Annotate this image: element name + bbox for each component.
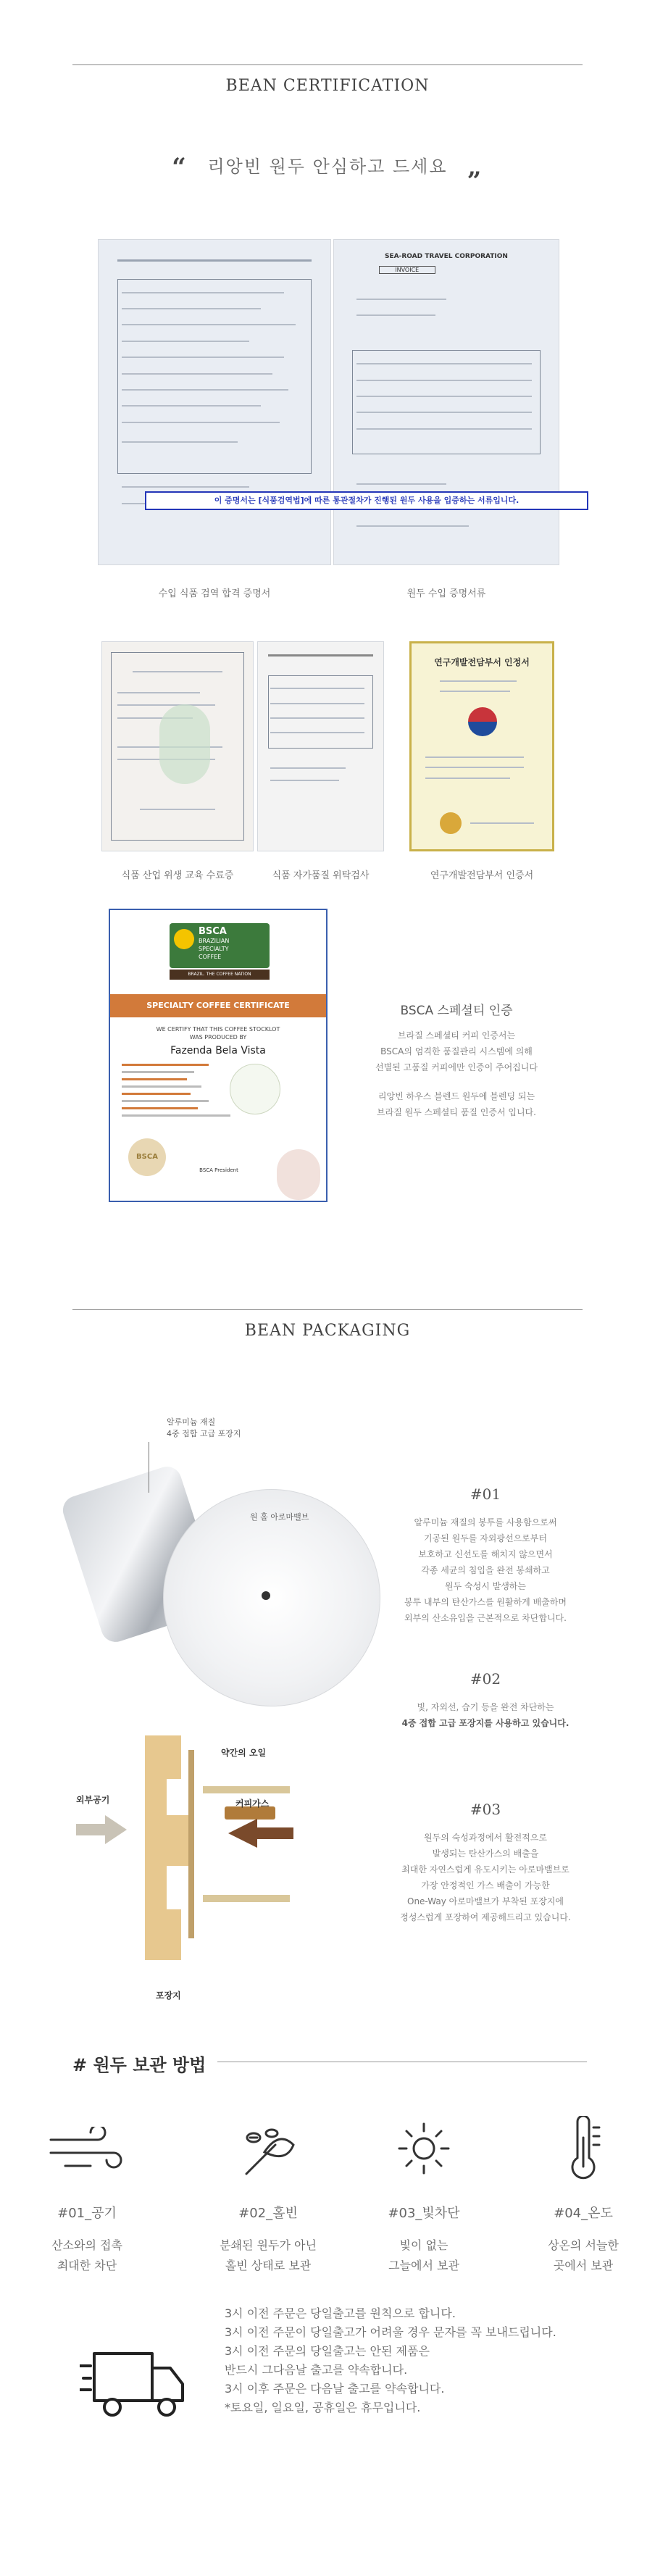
delivery-truck-icon: [80, 2348, 188, 2427]
storage-desc-light: [351, 2235, 496, 2276]
storage-desc-line: 상온의 서늘한: [548, 2238, 619, 2252]
packaging-line: 발생되는 탄산가스의 배출을: [432, 1848, 539, 1859]
storage-label-temperature: #04_온도: [554, 2206, 613, 2221]
storage-desc-line: 홀빈 상태로 보관: [225, 2259, 312, 2272]
bsca-logo-line4: COFFEE: [199, 954, 222, 960]
packaging-item-3-number: #03: [470, 1801, 501, 1818]
bsca-medal-icon: BSCA: [128, 1138, 166, 1176]
packaging-line: 원두 숙성시 발생하는: [445, 1581, 526, 1591]
cert-caption-quality: 식품 자가품질 위탁검사: [272, 870, 370, 881]
bsca-logo-line2: BRAZILIAN: [199, 938, 230, 944]
outside-air-label: 외부공기: [76, 1795, 110, 1805]
shipping-line: 3시 이전 주문은 당일출고를 원칙으로 합니다.: [225, 2306, 456, 2320]
storage-desc-line: 빛이 없는: [399, 2238, 449, 2252]
self-quality-test-image: [257, 641, 384, 851]
bsca-logo-icon: [174, 929, 194, 949]
hygiene-education-certificate-image: [101, 641, 254, 851]
quote-open-mark: “: [172, 153, 188, 182]
packaging-line: 4중 접합 고급 포장지를 사용하고 있습니다.: [401, 1718, 570, 1728]
bsca-logo-line3: SPECIALTY: [199, 946, 229, 952]
section-divider: [72, 1309, 583, 1310]
valve-hole-icon: [262, 1591, 270, 1600]
rnd-cert-title: 연구개발전담부서 인정서: [434, 657, 530, 668]
bsca-desc-line: 브라질 스페셜티 커피 인증서는: [397, 1030, 516, 1041]
rnd-department-certificate-image: [409, 641, 554, 851]
doc-highlight-note: 이 증명서는 [식품검역법]에 따른 통관절차가 진행된 원두 사용을 입증하는 서류입니다.: [145, 491, 588, 510]
bsca-desc-line: BSCA의 엄격한 품질관리 시스템에 의해: [380, 1046, 533, 1056]
bsca-president: BSCA President: [199, 1167, 238, 1173]
certification-quote: [0, 152, 655, 182]
bsca-desc-line: 리앙빈 하우스 블렌드 원두에 블렌딩 되는: [377, 1091, 535, 1101]
storage-desc-line: 분쇄된 원두가 아닌: [220, 2238, 317, 2252]
bsca-desc-line: 선별된 고품질 커피에만 인증이 주어집니다: [375, 1062, 538, 1072]
packaging-line: 기공된 원두를 자외광선으로부터: [424, 1533, 547, 1543]
shipping-line: 3시 이후 주문은 다음날 출고를 약속합니다.: [225, 2382, 445, 2396]
import-invoice-image: [333, 239, 559, 565]
packaging-line: One-Way 아로마밸브가 부착된 포장지에: [407, 1896, 564, 1906]
packaging-title: BEAN PACKAGING: [244, 1322, 411, 1340]
storage-desc-whole-bean: [196, 2235, 341, 2276]
cert-caption-hygiene: 식품 산업 위생 교육 수료증: [121, 870, 234, 881]
shipping-policy: [225, 2304, 556, 2417]
packaging-line: 정성스럽게 포장하여 제공해드리고 있습니다.: [400, 1912, 571, 1922]
wind-icon: [47, 2127, 127, 2177]
inbound-arrow-icon: [76, 1815, 127, 1844]
valve-label: 원 홀 아로마밸브: [250, 1512, 309, 1522]
quote-text: 리앙빈 원두 안심하고 드세요: [207, 157, 448, 177]
sun-icon: [395, 2119, 453, 2177]
packaging-line: 원두의 숙성과정에서 활전적으로: [424, 1833, 547, 1843]
foil-label: 알루미늄 재질 4중 접합 고급 포장지: [167, 1417, 241, 1438]
quote-close-mark: „: [467, 153, 483, 182]
bsca-banner: SPECIALTY COFFEE CERTIFICATE: [110, 994, 326, 1017]
packaging-line: 가장 안정적인 가스 배출이 가능한: [421, 1880, 550, 1891]
packaging-line: 각종 세균의 침입을 완전 봉쇄하고: [421, 1565, 550, 1575]
cert-caption-rnd: 연구개발전담부서 인증서: [430, 870, 534, 881]
doc-caption-invoice: 원두 수입 증명서류: [406, 588, 486, 599]
shipping-line: 반드시 그다음날 출고를 약속합니다.: [225, 2363, 408, 2377]
bsca-heading: BSCA 스페셜티 인증: [400, 1004, 513, 1018]
oil-label: 약간의 오일: [221, 1748, 267, 1758]
packaging-line: 봉투 내부의 탄산가스를 원활하게 배출하며: [404, 1597, 567, 1607]
storage-label-air: #01_공기: [57, 2206, 117, 2221]
shipping-line: 3시 이전 주문의 당일출고는 안된 제품은: [225, 2344, 430, 2358]
packaging-item-1-text: [370, 1514, 601, 1626]
shipping-line: 3시 이전 주문이 당일출고가 어려울 경우 문자를 꼭 보내드립니다.: [225, 2325, 556, 2339]
packaging-line: 알루미늄 재질의 봉투를 사용함으로써: [414, 1517, 557, 1527]
storage-desc-line: 곳에서 보관: [553, 2259, 614, 2272]
certification-title: BEAN CERTIFICATION: [225, 77, 430, 95]
storage-desc-air: [14, 2235, 159, 2276]
bsca-certify-line2: WAS PRODUCED BY: [189, 1034, 247, 1041]
packaging-item-2-text: [370, 1699, 601, 1731]
storage-desc-temperature: [511, 2235, 655, 2276]
section-divider: [72, 64, 583, 65]
bsca-tagline: BRAZIL. THE COFFEE NATION: [170, 970, 270, 980]
bsca-certify-line1: WE CERTIFY THAT THIS COFFEE STOCKLOT: [156, 1026, 280, 1033]
bsca-farm-name: Fazenda Bela Vista: [170, 1045, 266, 1056]
packaging-line: 외부의 산소유입을 근본적으로 차단합니다.: [404, 1613, 567, 1623]
storage-desc-line: 그늘에서 보관: [388, 2259, 459, 2272]
packaging-line: 빛, 자외선, 습기 등을 완전 차단하는: [417, 1702, 554, 1712]
storage-label-light: #03_빛차단: [388, 2206, 460, 2221]
bsca-certificate-image: [109, 909, 328, 1202]
quarantine-certificate-image: [98, 239, 331, 565]
bsca-logo: [170, 923, 270, 968]
package-label: 포장지: [156, 1991, 181, 2001]
storage-label-whole-bean: #02_홀빈: [238, 2206, 298, 2221]
doc-caption-quarantine: 수입 식품 검역 합격 증명서: [158, 588, 271, 599]
bsca-seal-icon: [230, 1064, 280, 1114]
storage-desc-line: 산소와의 접촉: [51, 2238, 122, 2252]
packaging-item-2-number: #02: [470, 1670, 501, 1688]
shipping-line: *토요일, 일요일, 공휴일은 휴무입니다.: [225, 2401, 421, 2414]
storage-title: # 원두 보관 방법: [72, 2055, 206, 2075]
packaging-line: 최대한 자연스럽게 유도시키는 아로마밸브로: [401, 1864, 570, 1875]
bsca-desc-line: 브라질 원두 스페셜티 품질 인증서 입니다.: [377, 1107, 536, 1117]
bsca-logo-text: BSCA: [199, 926, 227, 937]
packaging-line: 보호하고 신선도를 해치지 않으면서: [418, 1549, 553, 1559]
outbound-arrow-icon: [228, 1819, 293, 1848]
packaging-item-3-text: [370, 1830, 601, 1925]
invoice-company: SEA-ROAD TRAVEL CORPORATION: [385, 252, 508, 260]
storage-desc-line: 최대한 차단: [57, 2259, 117, 2272]
bsca-description: [341, 1028, 572, 1120]
coffee-bean-scoop-icon: [232, 2123, 304, 2181]
packaging-item-1-number: #01: [470, 1485, 501, 1503]
coffee-bean-watermark-icon: [277, 1149, 320, 1200]
coffee-gas-label: 커피가스: [235, 1798, 270, 1809]
invoice-label: INVOICE: [379, 266, 435, 274]
thermometer-icon: [562, 2116, 605, 2185]
